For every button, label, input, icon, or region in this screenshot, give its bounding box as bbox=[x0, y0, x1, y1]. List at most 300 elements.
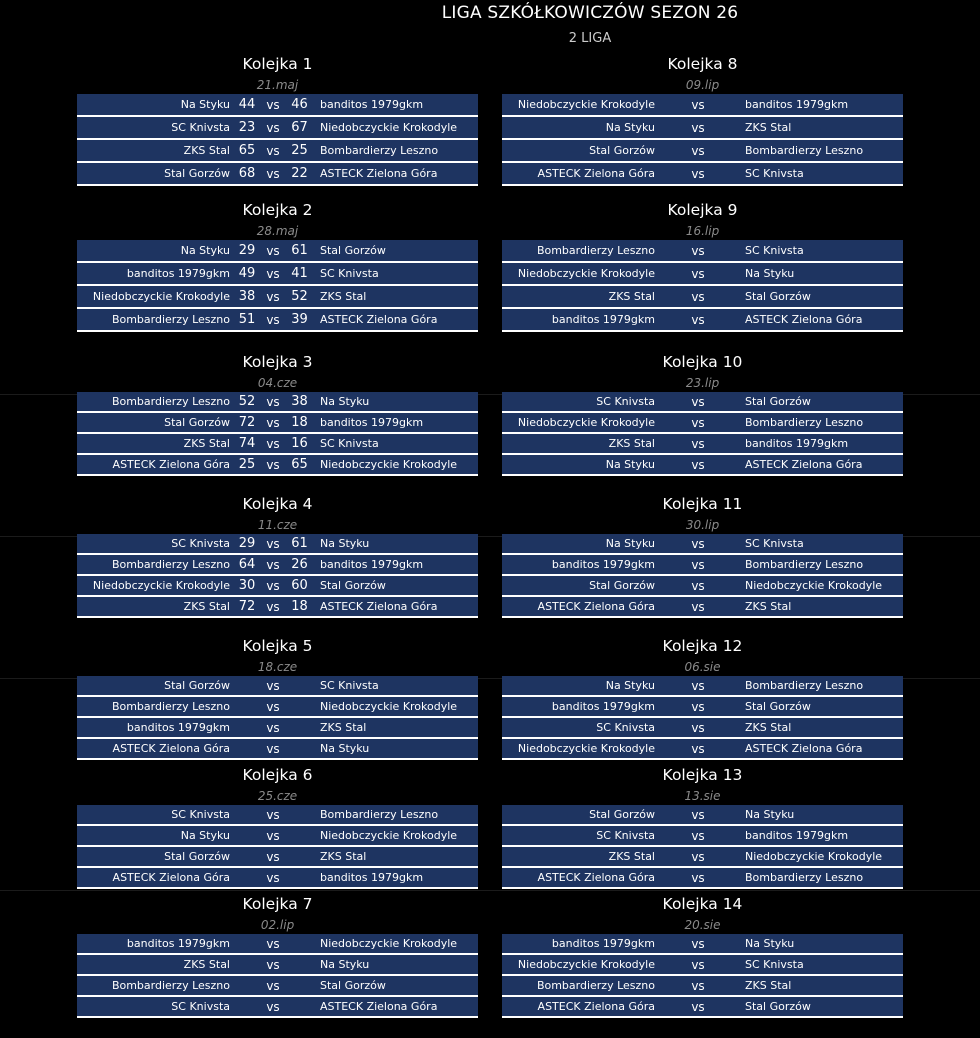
home-score: 38 bbox=[238, 289, 256, 304]
vs-label: vs bbox=[691, 394, 705, 409]
away-team: banditos 1979gkm bbox=[745, 437, 849, 450]
round-2 bbox=[77, 198, 478, 332]
home-team: Stal Gorzów bbox=[589, 144, 655, 157]
home-team: Stal Gorzów bbox=[164, 679, 230, 692]
home-team: Na Styku bbox=[180, 829, 230, 842]
match-row bbox=[502, 934, 903, 955]
home-score: 52 bbox=[238, 394, 256, 409]
match-row bbox=[77, 392, 478, 413]
away-team: ASTECK Zielona Góra bbox=[320, 600, 438, 613]
home-team: Niedobczyckie Krokodyle bbox=[517, 267, 655, 280]
home-team: Bombardierzy Leszno bbox=[111, 313, 230, 326]
away-team: Niedobczyckie Krokodyle bbox=[320, 700, 458, 713]
round-10 bbox=[502, 350, 903, 476]
away-team: SC Knivsta bbox=[320, 679, 379, 692]
match-row bbox=[77, 676, 478, 697]
vs-label: vs bbox=[691, 936, 705, 951]
round-1 bbox=[77, 52, 478, 186]
vs-label: vs bbox=[266, 849, 280, 864]
away-team: SC Knivsta bbox=[320, 437, 379, 450]
vs-label: vs bbox=[691, 957, 705, 972]
away-team: Stal Gorzów bbox=[745, 1000, 811, 1013]
match-row bbox=[502, 826, 903, 847]
round-title: Kolejka 13 bbox=[662, 766, 743, 784]
round-5 bbox=[77, 634, 478, 760]
match-row bbox=[502, 94, 903, 117]
vs-label: vs bbox=[266, 957, 280, 972]
away-team: Na Styku bbox=[320, 395, 370, 408]
home-team: Niedobczyckie Krokodyle bbox=[517, 98, 655, 111]
home-team: ZKS Stal bbox=[183, 437, 230, 450]
home-team: banditos 1979gkm bbox=[126, 267, 230, 280]
vs-label: vs bbox=[266, 557, 280, 572]
match-row bbox=[77, 534, 478, 555]
match-row bbox=[502, 263, 903, 286]
away-team: Bombardierzy Leszno bbox=[320, 144, 439, 157]
vs-label: vs bbox=[266, 536, 280, 551]
round-7 bbox=[77, 892, 478, 1018]
match-row bbox=[77, 597, 478, 618]
round-title: Kolejka 1 bbox=[242, 55, 313, 73]
away-team: Bombardierzy Leszno bbox=[320, 808, 439, 821]
match-row bbox=[502, 117, 903, 140]
match-row bbox=[77, 934, 478, 955]
vs-label: vs bbox=[691, 457, 705, 472]
home-score: 65 bbox=[238, 143, 256, 158]
match-row bbox=[77, 434, 478, 455]
home-team: Bombardierzy Leszno bbox=[536, 244, 655, 257]
away-team: Na Styku bbox=[320, 958, 370, 971]
home-team: Niedobczyckie Krokodyle bbox=[517, 958, 655, 971]
match-row bbox=[77, 697, 478, 718]
away-team: Niedobczyckie Krokodyle bbox=[320, 458, 458, 471]
match-row bbox=[77, 826, 478, 847]
away-team: Niedobczyckie Krokodyle bbox=[745, 579, 883, 592]
vs-label: vs bbox=[266, 699, 280, 714]
vs-label: vs bbox=[691, 243, 705, 258]
home-score: 74 bbox=[238, 436, 256, 451]
away-score: 26 bbox=[291, 557, 308, 572]
vs-label: vs bbox=[691, 720, 705, 735]
round-6 bbox=[77, 763, 478, 889]
away-team: ZKS Stal bbox=[745, 600, 792, 613]
round-9 bbox=[502, 198, 903, 332]
away-team: Niedobczyckie Krokodyle bbox=[320, 829, 458, 842]
round-date: 13.sie bbox=[684, 789, 721, 803]
away-team: Bombardierzy Leszno bbox=[745, 416, 864, 429]
match-row bbox=[77, 868, 478, 889]
home-team: ZKS Stal bbox=[183, 958, 230, 971]
home-team: ASTECK Zielona Góra bbox=[537, 1000, 655, 1013]
home-team: Niedobczyckie Krokodyle bbox=[92, 579, 230, 592]
vs-label: vs bbox=[691, 849, 705, 864]
away-team: SC Knivsta bbox=[745, 244, 804, 257]
away-team: ZKS Stal bbox=[745, 121, 792, 134]
match-row bbox=[77, 140, 478, 163]
away-team: SC Knivsta bbox=[745, 958, 804, 971]
away-team: banditos 1979gkm bbox=[745, 829, 849, 842]
round-title: Kolejka 9 bbox=[667, 201, 738, 219]
home-team: Na Styku bbox=[605, 121, 655, 134]
home-team: Niedobczyckie Krokodyle bbox=[92, 290, 230, 303]
home-score: 64 bbox=[238, 557, 256, 572]
away-score: 65 bbox=[291, 457, 308, 472]
home-team: ZKS Stal bbox=[183, 144, 230, 157]
round-14 bbox=[502, 892, 903, 1018]
vs-label: vs bbox=[691, 578, 705, 593]
away-team: Bombardierzy Leszno bbox=[745, 144, 864, 157]
away-score: 18 bbox=[291, 415, 308, 430]
vs-label: vs bbox=[691, 807, 705, 822]
round-4 bbox=[77, 492, 478, 618]
home-team: Bombardierzy Leszno bbox=[111, 700, 230, 713]
home-team: banditos 1979gkm bbox=[126, 721, 230, 734]
vs-label: vs bbox=[266, 266, 280, 281]
match-row bbox=[502, 140, 903, 163]
match-row bbox=[77, 455, 478, 476]
vs-label: vs bbox=[691, 557, 705, 572]
away-team: ASTECK Zielona Góra bbox=[745, 313, 863, 326]
match-row bbox=[502, 676, 903, 697]
league-name: 2 LIGA bbox=[568, 31, 612, 46]
away-team: ZKS Stal bbox=[320, 290, 367, 303]
away-team: Stal Gorzów bbox=[745, 700, 811, 713]
home-score: 30 bbox=[238, 578, 256, 593]
match-row bbox=[502, 163, 903, 186]
round-date: 06.sie bbox=[684, 660, 721, 674]
away-team: Stal Gorzów bbox=[745, 290, 811, 303]
vs-label: vs bbox=[266, 120, 280, 135]
away-team: SC Knivsta bbox=[745, 537, 804, 550]
vs-label: vs bbox=[266, 578, 280, 593]
away-team: Na Styku bbox=[320, 742, 370, 755]
round-title: Kolejka 7 bbox=[242, 895, 313, 913]
round-date: 20.sie bbox=[684, 918, 721, 932]
vs-label: vs bbox=[691, 828, 705, 843]
away-score: 18 bbox=[291, 599, 308, 614]
round-date: 11.cze bbox=[257, 518, 298, 532]
vs-label: vs bbox=[266, 678, 280, 693]
match-row bbox=[77, 94, 478, 117]
home-team: ZKS Stal bbox=[183, 600, 230, 613]
vs-label: vs bbox=[691, 143, 705, 158]
away-team: banditos 1979gkm bbox=[320, 416, 424, 429]
round-title: Kolejka 14 bbox=[662, 895, 743, 913]
home-score: 29 bbox=[238, 536, 256, 551]
round-date: 09.lip bbox=[685, 78, 720, 92]
match-row bbox=[77, 805, 478, 826]
away-score: 67 bbox=[291, 120, 308, 135]
vs-label: vs bbox=[266, 720, 280, 735]
away-team: ASTECK Zielona Góra bbox=[745, 742, 863, 755]
home-score: 51 bbox=[238, 312, 256, 327]
away-team: Bombardierzy Leszno bbox=[745, 871, 864, 884]
vs-label: vs bbox=[691, 120, 705, 135]
away-team: ASTECK Zielona Góra bbox=[320, 313, 438, 326]
home-team: ASTECK Zielona Góra bbox=[112, 458, 230, 471]
round-title: Kolejka 3 bbox=[242, 353, 313, 371]
away-score: 38 bbox=[291, 394, 308, 409]
away-team: ASTECK Zielona Góra bbox=[745, 458, 863, 471]
away-score: 46 bbox=[291, 97, 308, 112]
vs-label: vs bbox=[691, 266, 705, 281]
row-divider bbox=[0, 890, 980, 891]
match-row bbox=[77, 955, 478, 976]
vs-label: vs bbox=[691, 870, 705, 885]
vs-label: vs bbox=[266, 166, 280, 181]
match-row bbox=[77, 263, 478, 286]
home-team: SC Knivsta bbox=[171, 808, 230, 821]
home-team: Na Styku bbox=[180, 244, 230, 257]
round-title: Kolejka 12 bbox=[662, 637, 743, 655]
home-team: ASTECK Zielona Góra bbox=[537, 871, 655, 884]
match-row bbox=[502, 455, 903, 476]
away-team: Stal Gorzów bbox=[320, 579, 386, 592]
round-date: 04.cze bbox=[257, 376, 298, 390]
match-row bbox=[502, 434, 903, 455]
round-date: 23.lip bbox=[685, 376, 720, 390]
home-team: ASTECK Zielona Góra bbox=[112, 871, 230, 884]
away-team: banditos 1979gkm bbox=[320, 98, 424, 111]
home-team: banditos 1979gkm bbox=[126, 937, 230, 950]
away-team: Stal Gorzów bbox=[320, 979, 386, 992]
vs-label: vs bbox=[691, 599, 705, 614]
vs-label: vs bbox=[266, 243, 280, 258]
home-team: ZKS Stal bbox=[608, 850, 655, 863]
home-team: Niedobczyckie Krokodyle bbox=[517, 416, 655, 429]
vs-label: vs bbox=[691, 312, 705, 327]
vs-label: vs bbox=[266, 143, 280, 158]
match-row bbox=[502, 534, 903, 555]
vs-label: vs bbox=[691, 536, 705, 551]
home-score: 49 bbox=[238, 266, 256, 281]
home-team: ZKS Stal bbox=[608, 290, 655, 303]
match-row bbox=[502, 805, 903, 826]
vs-label: vs bbox=[266, 436, 280, 451]
away-team: ZKS Stal bbox=[745, 979, 792, 992]
round-title: Kolejka 5 bbox=[242, 637, 313, 655]
match-row bbox=[502, 555, 903, 576]
vs-label: vs bbox=[691, 436, 705, 451]
away-team: Stal Gorzów bbox=[320, 244, 386, 257]
away-team: ZKS Stal bbox=[745, 721, 792, 734]
match-row bbox=[77, 240, 478, 263]
away-team: banditos 1979gkm bbox=[320, 558, 424, 571]
vs-label: vs bbox=[266, 978, 280, 993]
home-team: SC Knivsta bbox=[596, 721, 655, 734]
home-team: Stal Gorzów bbox=[589, 579, 655, 592]
away-team: Bombardierzy Leszno bbox=[745, 558, 864, 571]
home-team: banditos 1979gkm bbox=[551, 313, 655, 326]
vs-label: vs bbox=[691, 166, 705, 181]
home-team: Bombardierzy Leszno bbox=[111, 979, 230, 992]
round-date: 02.lip bbox=[260, 918, 295, 932]
round-date: 25.cze bbox=[257, 789, 298, 803]
away-team: SC Knivsta bbox=[320, 267, 379, 280]
away-team: banditos 1979gkm bbox=[320, 871, 424, 884]
vs-label: vs bbox=[691, 741, 705, 756]
away-score: 22 bbox=[291, 166, 308, 181]
round-12 bbox=[502, 634, 903, 760]
home-team: banditos 1979gkm bbox=[551, 558, 655, 571]
home-team: SC Knivsta bbox=[596, 829, 655, 842]
match-row bbox=[502, 286, 903, 309]
vs-label: vs bbox=[691, 978, 705, 993]
home-team: Bombardierzy Leszno bbox=[536, 979, 655, 992]
vs-label: vs bbox=[266, 828, 280, 843]
vs-label: vs bbox=[691, 415, 705, 430]
away-score: 25 bbox=[291, 143, 308, 158]
home-score: 72 bbox=[238, 415, 256, 430]
vs-label: vs bbox=[266, 312, 280, 327]
home-team: ASTECK Zielona Góra bbox=[537, 600, 655, 613]
home-team: Na Styku bbox=[180, 98, 230, 111]
away-team: SC Knivsta bbox=[745, 167, 804, 180]
match-row bbox=[77, 413, 478, 434]
round-title: Kolejka 11 bbox=[662, 495, 743, 513]
vs-label: vs bbox=[691, 699, 705, 714]
round-title: Kolejka 4 bbox=[242, 495, 313, 513]
home-team: SC Knivsta bbox=[171, 537, 230, 550]
match-row bbox=[502, 576, 903, 597]
match-row bbox=[502, 997, 903, 1018]
round-8 bbox=[502, 52, 903, 186]
match-row bbox=[77, 718, 478, 739]
match-row bbox=[502, 739, 903, 760]
vs-label: vs bbox=[266, 457, 280, 472]
match-row bbox=[77, 739, 478, 760]
home-score: 25 bbox=[238, 457, 256, 472]
home-team: Na Styku bbox=[605, 537, 655, 550]
home-team: Stal Gorzów bbox=[164, 850, 230, 863]
match-row bbox=[77, 309, 478, 332]
round-title: Kolejka 2 bbox=[242, 201, 313, 219]
match-row bbox=[502, 868, 903, 889]
vs-label: vs bbox=[266, 807, 280, 822]
home-team: Bombardierzy Leszno bbox=[111, 558, 230, 571]
vs-label: vs bbox=[691, 678, 705, 693]
match-row bbox=[502, 718, 903, 739]
away-team: Na Styku bbox=[745, 937, 795, 950]
away-team: Na Styku bbox=[320, 537, 370, 550]
match-row bbox=[502, 309, 903, 332]
round-date: 21.maj bbox=[256, 78, 299, 92]
match-row bbox=[77, 997, 478, 1018]
round-11 bbox=[502, 492, 903, 618]
vs-label: vs bbox=[266, 936, 280, 951]
match-row bbox=[77, 286, 478, 309]
vs-label: vs bbox=[266, 289, 280, 304]
home-team: banditos 1979gkm bbox=[551, 937, 655, 950]
away-score: 60 bbox=[291, 578, 308, 593]
away-score: 39 bbox=[291, 312, 308, 327]
match-row bbox=[502, 597, 903, 618]
away-score: 16 bbox=[291, 436, 308, 451]
home-team: ASTECK Zielona Góra bbox=[112, 742, 230, 755]
vs-label: vs bbox=[266, 741, 280, 756]
round-13 bbox=[502, 763, 903, 889]
home-team: Stal Gorzów bbox=[164, 416, 230, 429]
match-row bbox=[77, 847, 478, 868]
match-row bbox=[502, 697, 903, 718]
match-row bbox=[77, 576, 478, 597]
match-row bbox=[77, 976, 478, 997]
vs-label: vs bbox=[266, 999, 280, 1014]
vs-label: vs bbox=[266, 394, 280, 409]
match-row bbox=[502, 392, 903, 413]
away-team: Bombardierzy Leszno bbox=[745, 679, 864, 692]
home-team: SC Knivsta bbox=[171, 121, 230, 134]
round-date: 30.lip bbox=[685, 518, 720, 532]
home-team: Stal Gorzów bbox=[164, 167, 230, 180]
vs-label: vs bbox=[266, 599, 280, 614]
away-score: 52 bbox=[291, 289, 308, 304]
away-team: ZKS Stal bbox=[320, 721, 367, 734]
away-team: Niedobczyckie Krokodyle bbox=[320, 121, 458, 134]
vs-label: vs bbox=[691, 97, 705, 112]
home-team: ASTECK Zielona Góra bbox=[537, 167, 655, 180]
home-team: Bombardierzy Leszno bbox=[111, 395, 230, 408]
round-date: 16.lip bbox=[685, 224, 720, 238]
vs-label: vs bbox=[691, 289, 705, 304]
home-team: Niedobczyckie Krokodyle bbox=[517, 742, 655, 755]
vs-label: vs bbox=[691, 999, 705, 1014]
round-3 bbox=[77, 350, 478, 476]
round-title: Kolejka 8 bbox=[667, 55, 738, 73]
home-team: Na Styku bbox=[605, 458, 655, 471]
vs-label: vs bbox=[266, 870, 280, 885]
match-row bbox=[502, 240, 903, 263]
away-team: Stal Gorzów bbox=[745, 395, 811, 408]
home-team: SC Knivsta bbox=[596, 395, 655, 408]
match-row bbox=[502, 955, 903, 976]
home-team: SC Knivsta bbox=[171, 1000, 230, 1013]
vs-label: vs bbox=[266, 415, 280, 430]
away-team: Na Styku bbox=[745, 808, 795, 821]
home-score: 23 bbox=[238, 120, 256, 135]
away-team: Niedobczyckie Krokodyle bbox=[320, 937, 458, 950]
vs-label: vs bbox=[266, 97, 280, 112]
home-team: ZKS Stal bbox=[608, 437, 655, 450]
round-date: 18.cze bbox=[257, 660, 298, 674]
away-team: banditos 1979gkm bbox=[745, 98, 849, 111]
round-title: Kolejka 10 bbox=[662, 353, 743, 371]
match-row bbox=[502, 976, 903, 997]
home-team: banditos 1979gkm bbox=[551, 700, 655, 713]
away-team: ASTECK Zielona Góra bbox=[320, 167, 438, 180]
home-score: 29 bbox=[238, 243, 256, 258]
home-score: 44 bbox=[238, 97, 256, 112]
home-team: Stal Gorzów bbox=[589, 808, 655, 821]
away-team: ASTECK Zielona Góra bbox=[320, 1000, 438, 1013]
round-title: Kolejka 6 bbox=[242, 766, 313, 784]
away-score: 61 bbox=[291, 536, 308, 551]
away-score: 41 bbox=[291, 266, 308, 281]
match-row bbox=[502, 413, 903, 434]
match-row bbox=[77, 117, 478, 140]
away-team: Niedobczyckie Krokodyle bbox=[745, 850, 883, 863]
home-team: Na Styku bbox=[605, 679, 655, 692]
away-team: Na Styku bbox=[745, 267, 795, 280]
match-row bbox=[77, 163, 478, 186]
round-date: 28.maj bbox=[256, 224, 299, 238]
match-row bbox=[502, 847, 903, 868]
away-team: ZKS Stal bbox=[320, 850, 367, 863]
match-row bbox=[77, 555, 478, 576]
page-title: LIGA SZKÓŁKOWICZÓW SEZON 26 bbox=[441, 3, 739, 23]
away-score: 61 bbox=[291, 243, 308, 258]
home-score: 68 bbox=[238, 166, 256, 181]
